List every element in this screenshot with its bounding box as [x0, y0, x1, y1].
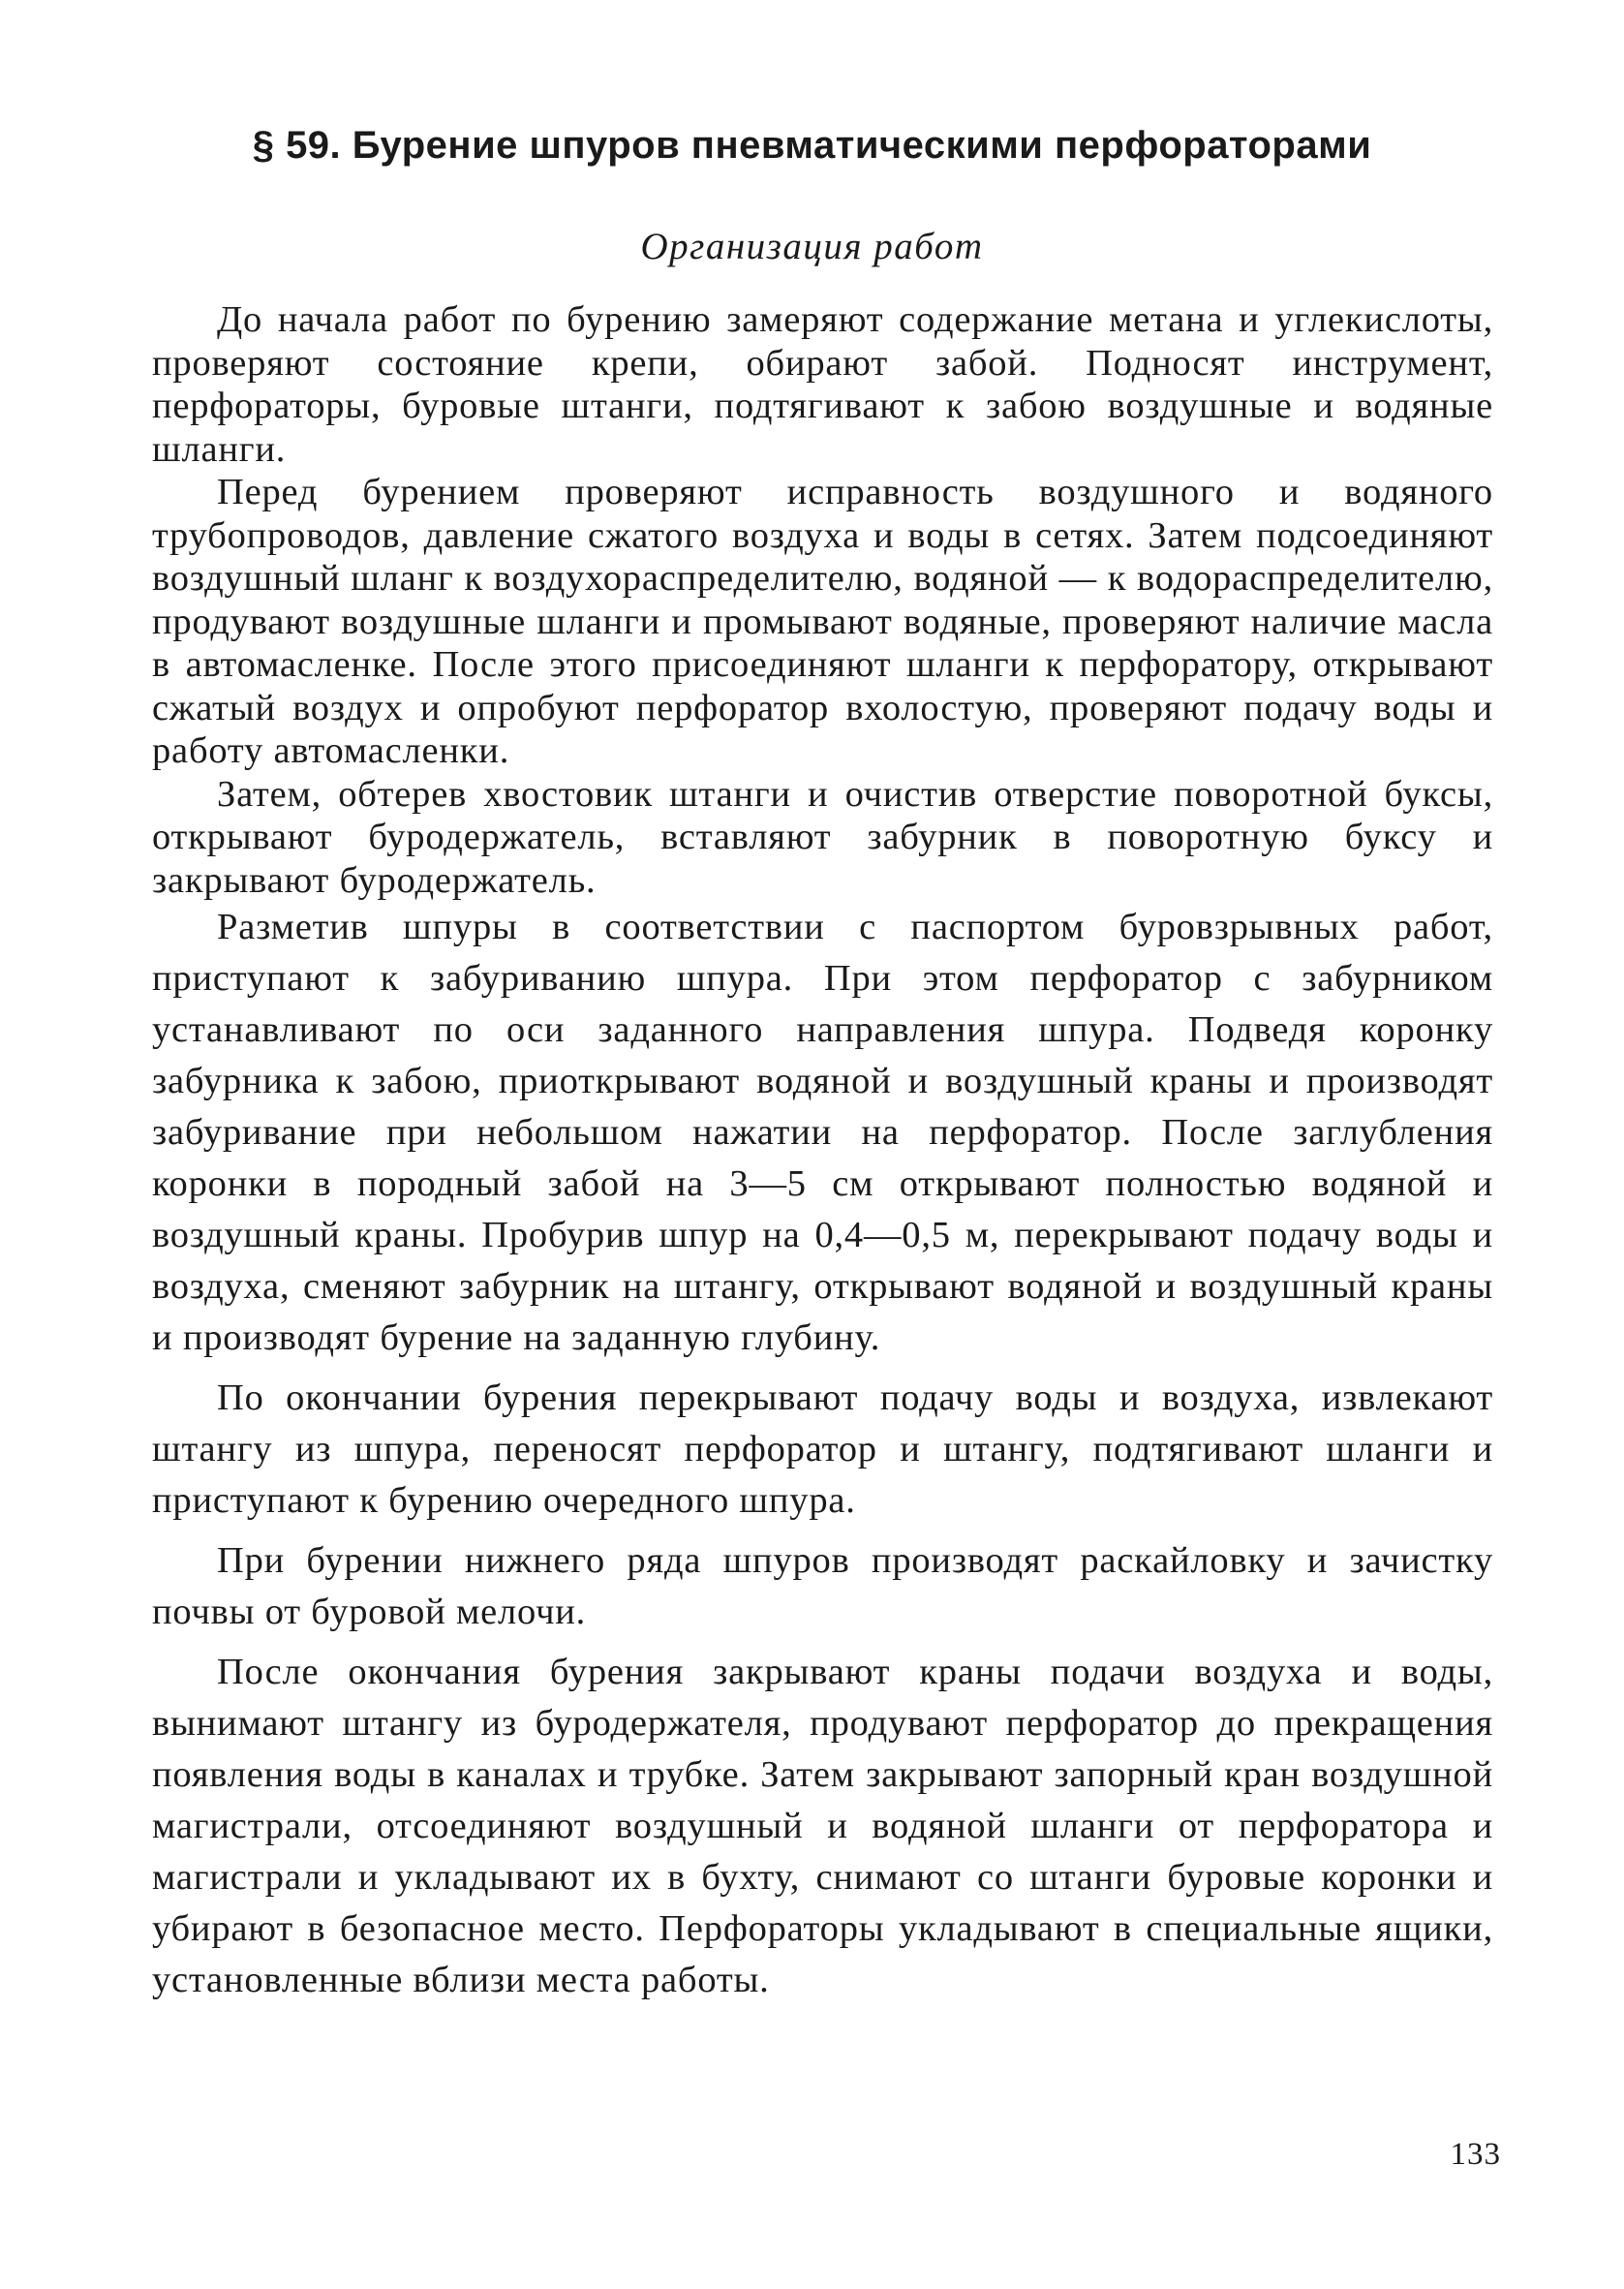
body-text — [152, 298, 1493, 2006]
paragraph: При бурении нижнего ряда шпуров производят раскайловку и зачистку почвы от буровой мелочи. — [152, 1540, 1493, 1632]
paragraph: Разметив шпуры в соответствии с паспортом буровзрывных работ, приступают к забуриванию шпура. При этом перфоратор с забурником устанавливают по оси заданного направления шпура. Подведя коронку забурника к забою, приоткрывают водяной и воздушный краны и производят забуривание при небольшом нажатии на перфоратор. После заглубления коронки в породный забой на 3—5 см открывают полностью водяной и воздушный краны. Пробурив шпур на 0,4—0,5 м, перекрывают подачу воды и воздуха, сменяют забурник на штангу, открывают водяной и воздушный краны и производят бурение на заданную глубину. — [152, 907, 1493, 1358]
subsection-title: Организация работ — [640, 226, 984, 267]
section-title: § 59. Бурение шпуров пневматическими перфораторами — [252, 124, 1372, 167]
paragraph: После окончания бурения закрывают краны подачи воздуха и воды, вынимают штангу из буродержателя, продувают перфоратор до прекращения появления воды в каналах и трубке. Затем закрывают запорный кран воздушной магистрали, отсоединяют воздушный и водяной шланги от перфоратора и магистрали и укладывают их в бухту, снимают со штанги буровые коронки и убирают в безопасное место. Перфораторы укладывают в специальные ящики, установленные вблизи места работы. — [152, 1652, 1493, 2000]
page-number: 133 — [1450, 2137, 1501, 2172]
paragraph: До начала работ по бурению замеряют содержание метана и углекислоты, проверяют состояние крепи, обирают забой. Подносят инструмент, перфораторы, буровые штанги, подтягивают к забою воздушные и водяные шланги. — [152, 299, 1493, 470]
paragraph: По окончании бурения перекрывают подачу воды и воздуха, извлекают штангу из шпура, переносят перфоратор и штангу, подтягивают шланги и приступают к бурению очередного шпура. — [152, 1377, 1493, 1521]
paragraph: Перед бурением проверяют исправность воздушного и водяного трубопроводов, давление сжатого воздуха и воды в сетях. Затем подсоединяют воздушный шланг к воздухораспределителю, водяной — к водораспределителю, продувают воздушные шланги и промывают водяные, проверяют наличие масла в автомасленке. После этого присоединяют шланги к перфоратору, открывают сжатый воздух и опробуют перфоратор вхолостую, проверяют подачу воды и работу автомасленки. — [152, 472, 1493, 771]
paragraph: Затем, обтерев хвостовик штанги и очистив отверстие поворотной буксы, открывают буродержатель, вставляют забурник в поворотную буксу и закрывают буродержатель. — [152, 773, 1493, 901]
